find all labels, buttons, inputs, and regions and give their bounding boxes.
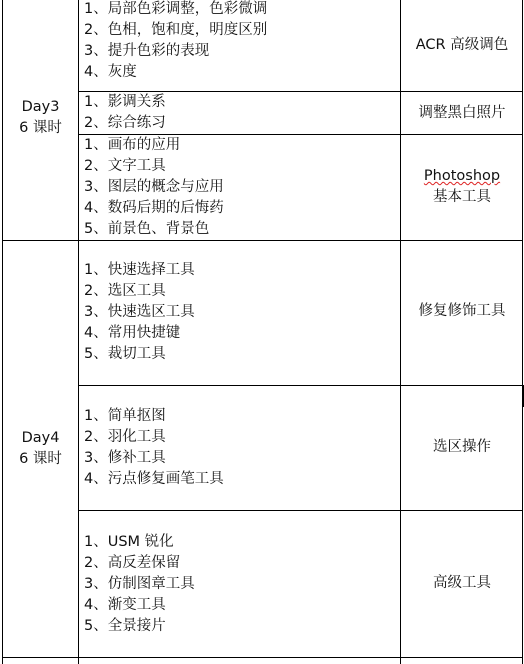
list-item: 5、裁切工具 xyxy=(84,346,166,362)
list-item: 1、局部色彩调整，色彩微调 xyxy=(84,1,268,17)
list-item: 1、快速选择工具 xyxy=(84,262,195,278)
module-topic-acr xyxy=(402,35,522,56)
module-items-acr xyxy=(84,0,267,83)
module-topic-photoshop xyxy=(402,166,522,208)
topic-label: 高级工具 xyxy=(433,575,491,591)
list-item: 3、快速选区工具 xyxy=(84,304,195,320)
topic-label: 选区操作 xyxy=(433,439,491,455)
list-item: 1、影调关系 xyxy=(84,94,166,110)
module-topic-selection xyxy=(402,437,522,458)
day-divider xyxy=(3,240,522,241)
day-cell-day3 xyxy=(3,97,78,139)
list-item: 4、灰度 xyxy=(84,64,137,80)
list-item: 4、渐变工具 xyxy=(84,597,166,613)
list-item: 1、画布的应用 xyxy=(84,137,181,153)
list-item: 3、图层的概念与应用 xyxy=(84,179,224,195)
list-item: 2、羽化工具 xyxy=(84,429,166,445)
topic-label: Photoshop xyxy=(423,168,501,184)
day-label: Day3 xyxy=(21,99,60,115)
list-item: 2、色相，饱和度，明度区别 xyxy=(84,22,268,38)
row-divider xyxy=(78,510,522,511)
module-items-retouch xyxy=(84,260,195,365)
topic-label: 修复修饰工具 xyxy=(418,303,506,319)
course-schedule-table xyxy=(2,0,523,664)
row-divider xyxy=(78,385,522,386)
day-divider xyxy=(3,657,522,658)
day-hours: 6 课时 xyxy=(19,120,62,136)
module-topic-retouch xyxy=(402,301,522,322)
day-label: Day4 xyxy=(21,430,60,446)
list-item: 5、前景色、背景色 xyxy=(84,221,210,237)
list-item: 1、简单抠图 xyxy=(84,408,166,424)
list-item: 4、常用快捷键 xyxy=(84,325,181,341)
module-items-advanced xyxy=(84,532,195,637)
column-divider-day xyxy=(78,0,79,664)
module-items-photoshop xyxy=(84,135,224,240)
topic-label: ACR 高级调色 xyxy=(415,37,509,53)
list-item: 4、污点修复画笔工具 xyxy=(84,471,224,487)
list-item: 2、选区工具 xyxy=(84,283,166,299)
list-item: 5、全景接片 xyxy=(84,618,166,634)
day-hours: 6 课时 xyxy=(19,451,62,467)
module-items-selection xyxy=(84,406,224,490)
list-item: 2、高反差保留 xyxy=(84,555,181,571)
list-item: 2、文字工具 xyxy=(84,158,166,174)
list-item: 2、综合练习 xyxy=(84,115,166,131)
module-topic-bw xyxy=(402,103,522,124)
list-item: 3、修补工具 xyxy=(84,450,166,466)
topic-label: 基本工具 xyxy=(433,189,491,205)
list-item: 1、USM 锐化 xyxy=(84,534,174,550)
module-topic-advanced xyxy=(402,573,522,594)
list-item: 3、提升色彩的表现 xyxy=(84,43,210,59)
list-item: 4、数码后期的后悔药 xyxy=(84,200,224,216)
module-items-bw xyxy=(84,92,166,134)
column-divider-topic xyxy=(400,0,401,664)
list-item: 3、仿制图章工具 xyxy=(84,576,195,592)
topic-label: 调整黑白照片 xyxy=(418,105,506,121)
day-cell-day4 xyxy=(3,428,78,470)
